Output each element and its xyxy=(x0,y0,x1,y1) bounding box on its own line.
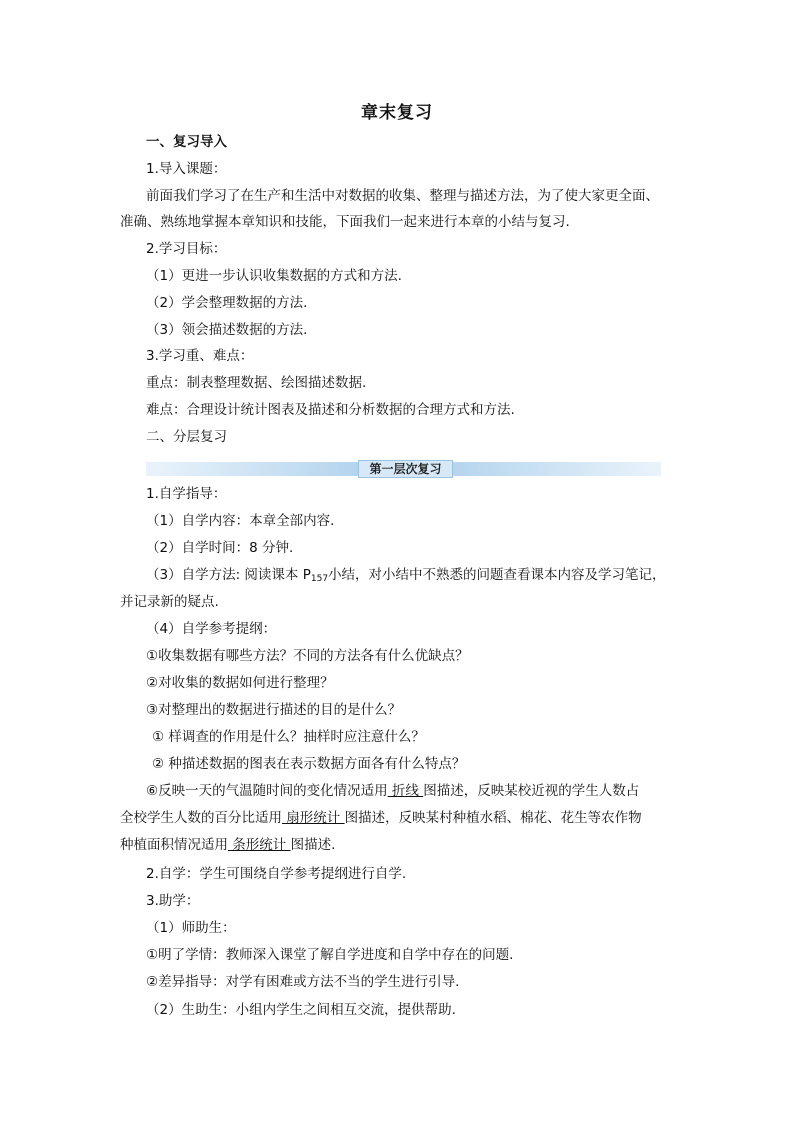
paragraph: 2.学习目标： xyxy=(146,241,227,257)
question: ①收集数据有哪些方法？不同的方法各有什么优缺点？ xyxy=(146,648,469,664)
page-title: 章末复习 xyxy=(361,103,433,123)
question xyxy=(146,781,639,801)
answer-blank: 扇形统计 xyxy=(282,810,345,826)
paragraph: 3.学习重、难点： xyxy=(146,348,254,364)
list-item: ①明了学情：教师深入课堂了解自学进度和自学中存在的问题. xyxy=(146,947,514,963)
section-heading: 二、分层复习 xyxy=(146,429,227,445)
list-item: ②差异指导：对学有困难或方法不当的学生进行引导. xyxy=(146,974,460,990)
question: ②对收集的数据如何进行整理？ xyxy=(146,675,334,691)
subscript: 157 xyxy=(310,574,329,584)
list-item: （4）自学参考提纲： xyxy=(146,621,277,637)
paragraph: 前面我们学习了在生产和生活中对数据的收集、整理与描述方法，为了使大家更全面、 xyxy=(146,188,659,204)
band-label: 第一层次复习 xyxy=(358,460,453,478)
paragraph: 并记录新的疑点. xyxy=(120,594,219,610)
paragraph: 重点：制表整理数据、绘图描述数据. xyxy=(146,375,367,391)
paragraph: 1.导入课题： xyxy=(146,161,227,177)
text: 图描述. xyxy=(290,837,336,853)
list-item: （2）学会整理数据的方法. xyxy=(146,295,308,311)
paragraph: 3.助学： xyxy=(146,893,200,909)
text: 小结，对小结中不熟悉的问题查看课本内容及学习笔记， xyxy=(328,567,666,583)
question-cont xyxy=(120,835,335,855)
paragraph: 1.自学指导： xyxy=(146,486,227,502)
list-item xyxy=(146,565,666,589)
text: 种植面积情况适用 xyxy=(120,837,228,853)
text: 图描述，反映某校近视的学生人数占 xyxy=(423,783,640,799)
list-item: （2）自学时间：8 分钟. xyxy=(146,540,294,556)
text: 图描述，反映某村种植水稻、棉花、花生等农作物 xyxy=(344,810,642,826)
section-heading: 一、复习导入 xyxy=(146,134,227,150)
paragraph: 2.自学：学生可围绕自学参考提纲进行自学. xyxy=(146,866,407,882)
list-item: （1）师助生： xyxy=(146,920,236,936)
question: ③对整理出的数据进行描述的目的是什么？ xyxy=(146,702,402,718)
question: ① 样调查的作用是什么？抽样时应注意什么？ xyxy=(152,729,425,745)
paragraph: 难点：合理设计统计图表及描述和分析数据的合理方式和方法. xyxy=(146,402,515,418)
list-item: （2）生助生：小组内学生之间相互交流，提供帮助. xyxy=(146,1002,456,1018)
question-cont xyxy=(120,808,642,828)
paragraph: 准确、熟练地掌握本章知识和技能，下面我们一起来进行本章的小结与复习. xyxy=(120,214,570,230)
answer-blank: 条形统计 xyxy=(228,837,291,853)
text: ⑥反映一天的气温随时间的变化情况适用 xyxy=(146,783,388,799)
list-item: （1）更进一步认识收集数据的方式和方法. xyxy=(146,268,402,284)
list-item: （1）自学内容：本章全部内容. xyxy=(146,513,335,529)
text: （3）自学方法: 阅读课本 P xyxy=(146,567,311,583)
list-item: （3）领会描述数据的方法. xyxy=(146,322,308,338)
answer-blank: 折线 xyxy=(387,783,424,799)
text: 全校学生人数的百分比适用 xyxy=(120,810,282,826)
question: ② 种描述数据的图表在表示数据方面各有什么特点？ xyxy=(152,756,466,772)
